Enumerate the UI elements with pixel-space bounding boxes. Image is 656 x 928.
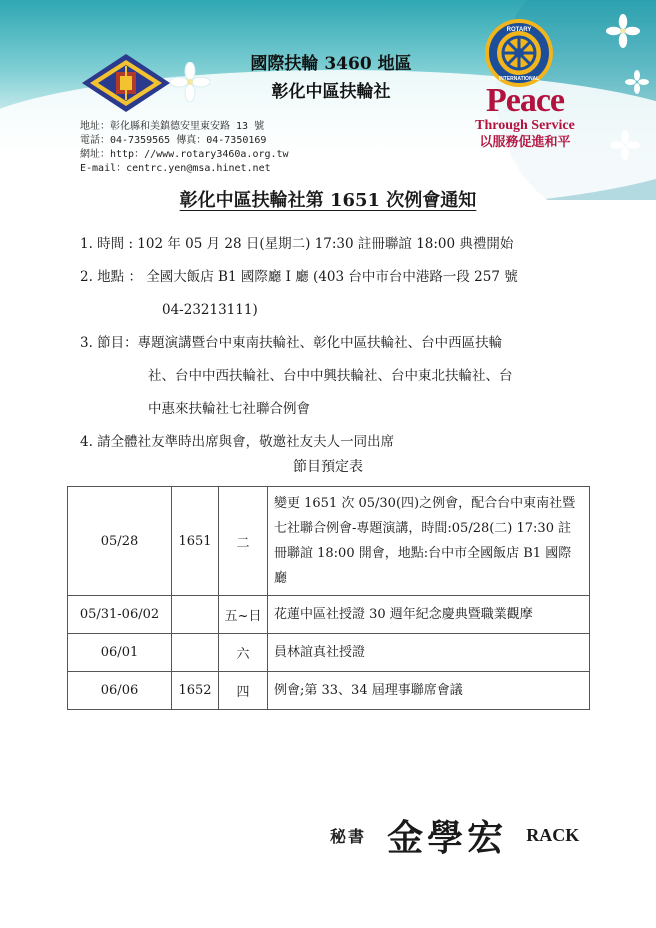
schedule-description: 花蓮中區社授證 30 週年紀念慶典暨職業觀摩: [268, 596, 590, 634]
flower-icon: [610, 130, 640, 160]
schedule-weekday: 四: [219, 672, 268, 710]
flower-icon: [170, 62, 210, 102]
schedule-meeting-no: [172, 596, 219, 634]
rotary-wheel-icon: [484, 18, 554, 88]
notice-item: [80, 426, 590, 459]
schedule-meeting-no: [172, 634, 219, 672]
schedule-description: 例會;第 33、34 屆理事聯席會議: [268, 672, 590, 710]
notice-item-continuation: 社、台中中西扶輪社、台中中興扶輪社、台中東北扶輪社、台: [148, 368, 513, 384]
club-logo-icon: [80, 52, 172, 114]
signature-role: 秘書: [330, 827, 367, 846]
notice-items: [80, 228, 590, 459]
schedule-date: 05/31-06/02: [68, 596, 172, 634]
notice-item: [80, 228, 590, 261]
flower-icon: [606, 14, 640, 48]
table-row: [68, 634, 590, 672]
signature-mark: RACK: [526, 825, 580, 845]
notice-title: [0, 186, 656, 212]
contact-email: E-mail：centrc.yen@msa.hinet.net: [80, 163, 271, 174]
club-name: 彰化中區扶輪社: [271, 82, 391, 102]
slogan-zh: 以服務促進和平: [479, 135, 571, 150]
rotary-text-bottom: INTERNATIONAL: [498, 76, 540, 82]
schedule-date: 06/06: [68, 672, 172, 710]
notice-item: [80, 327, 590, 426]
notice-item-line: 4. 請全體社友準時出席與會，敬邀社友夫人一同出席: [80, 434, 395, 450]
slogan: [470, 84, 580, 152]
schedule-weekday: 六: [219, 634, 268, 672]
schedule-meeting-no: 1651: [172, 487, 219, 596]
contact-phone-fax: 電話：04-7359565 傳真：04-7350169: [80, 135, 267, 146]
signature-block: [330, 810, 579, 870]
schedule-weekday: 二: [219, 487, 268, 596]
notice-item-continuation: 04-23213111): [162, 302, 258, 318]
schedule-description: 變更 1651 次 05/30(四)之例會，配合台中東南社暨七社聯合例會-專題演講，時間:05/28(二) 17:30 註冊聯誼 18:00 開會，地點:台中市全國飯店 B1 國際廳: [268, 487, 590, 596]
schedule-description: 員林誼真社授證: [268, 634, 590, 672]
schedule-weekday: 五~日: [219, 596, 268, 634]
notice-item-continuation: 中惠來扶輪社七社聯合例會: [148, 401, 310, 417]
notice-item-line: 2. 地點 ： 全國大飯店 B1 國際廳 I 廳 (403 台中市台中港路一段 257 號: [80, 269, 518, 285]
contact-info: [80, 120, 289, 176]
table-row: [68, 487, 590, 596]
contact-address: 地址：彰化縣和美鎮德安里東安路 13 號: [80, 121, 265, 132]
rotary-text-top: ROTARY: [506, 27, 532, 33]
schedule-title: 節目預定表: [293, 459, 363, 475]
notice-item-line: 1. 時間 : 102 年 05 月 28 日(星期二) 17:30 註冊聯誼 18:00 典禮開始: [80, 236, 514, 252]
slogan-big: Peace: [485, 82, 565, 119]
notice-item-line: 3. 節目：專題演講暨台中東南扶輪社、彰化中區扶輪社、台中西區扶輪: [80, 335, 503, 351]
schedule-date: 05/28: [68, 487, 172, 596]
schedule-meeting-no: 1652: [172, 672, 219, 710]
org-title: [236, 50, 426, 106]
schedule-date: 06/01: [68, 634, 172, 672]
slogan-sub: Through Service: [475, 118, 575, 133]
district-name: 國際扶輪 3460 地區: [250, 54, 412, 74]
signature-name: 金學宏: [387, 818, 508, 859]
schedule-table: [67, 486, 590, 710]
table-row: [68, 596, 590, 634]
flower-icon: [625, 70, 649, 94]
notice-item: [80, 261, 590, 327]
contact-website: 網址：http：//www.rotary3460a.org.tw: [80, 149, 289, 160]
notice-title-text: 彰化中區扶輪社第 1651 次例會通知: [179, 190, 477, 211]
table-row: [68, 672, 590, 710]
